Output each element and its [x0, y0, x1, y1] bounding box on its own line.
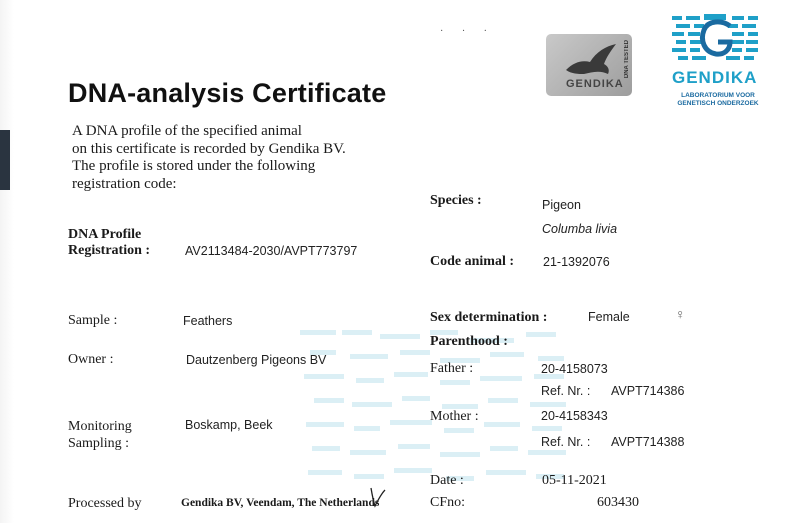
date-value: 05-11-2021 [542, 473, 607, 488]
cfno-label: CFno: [430, 495, 466, 510]
mother-ref-value: AVPT714388 [611, 435, 685, 449]
registration-label: Registration : [68, 243, 151, 258]
species-value: Pigeon [542, 198, 581, 212]
monitoring-label: Monitoring [68, 419, 132, 434]
gendika-logo-text: GENDIKA [672, 68, 758, 87]
mother-label: Mother : [430, 409, 479, 424]
processed-label: Processed by [68, 496, 142, 511]
badge-side-label: DNA TESTED [624, 40, 630, 79]
owner-value: Dautzenberg Pigeons BV [186, 353, 327, 367]
species-latin: Columba livia [542, 222, 618, 236]
mother-ref-label: Ref. Nr. : [541, 435, 591, 449]
father-label: Father : [430, 361, 474, 376]
date-label: Date : [430, 473, 464, 488]
intro-paragraph [72, 123, 346, 193]
gendika-logo-icon [672, 14, 760, 64]
intro-line: A DNA profile of the specified animal [72, 123, 302, 139]
signature-mark [368, 486, 388, 508]
sex-value: Female [588, 310, 630, 324]
sampling-label: Sampling : [68, 436, 130, 451]
parenthood-label: Parenthood : [430, 334, 508, 349]
processed-value: Gendika BV, Veendam, The Netherlands [181, 497, 380, 509]
dna-tested-badge [546, 34, 632, 96]
dna-profile-label: DNA Profile [68, 227, 142, 242]
code-animal-label: Code animal : [430, 254, 514, 269]
certificate-title: DNA-analysis Certificate [68, 78, 387, 108]
intro-line: on this certificate is recorded by Gendika BV. [72, 140, 346, 157]
mother-value: 20-4158343 [541, 409, 608, 423]
intro-line: The profile is stored under the following [72, 158, 316, 174]
owner-label: Owner : [68, 352, 114, 367]
sample-label: Sample : [68, 313, 118, 328]
badge-label: GENDIKA [566, 78, 624, 90]
cfno-value: 603430 [597, 495, 639, 510]
sex-label: Sex determination : [430, 310, 548, 325]
intro-line: registration code: [72, 175, 177, 192]
monitoring-value: Boskamp, Beek [185, 418, 273, 432]
scan-edge [0, 130, 10, 190]
sample-value: Feathers [183, 314, 233, 328]
father-value: 20-4158073 [541, 362, 608, 376]
female-icon: ♀ [675, 308, 686, 323]
pigeon-icon [560, 40, 620, 80]
scan-specks: · · · [440, 26, 495, 37]
registration-value: AV2113484-2030/AVPT773797 [185, 244, 358, 258]
gendika-logo-subtitle: LABORATORIUM VOOR GENETISCH ONDERZOEK [677, 92, 759, 107]
father-ref-value: AVPT714386 [611, 384, 685, 398]
code-animal-value: 21-1392076 [543, 255, 610, 269]
father-ref-label: Ref. Nr. : [541, 384, 591, 398]
species-label: Species : [430, 193, 482, 208]
